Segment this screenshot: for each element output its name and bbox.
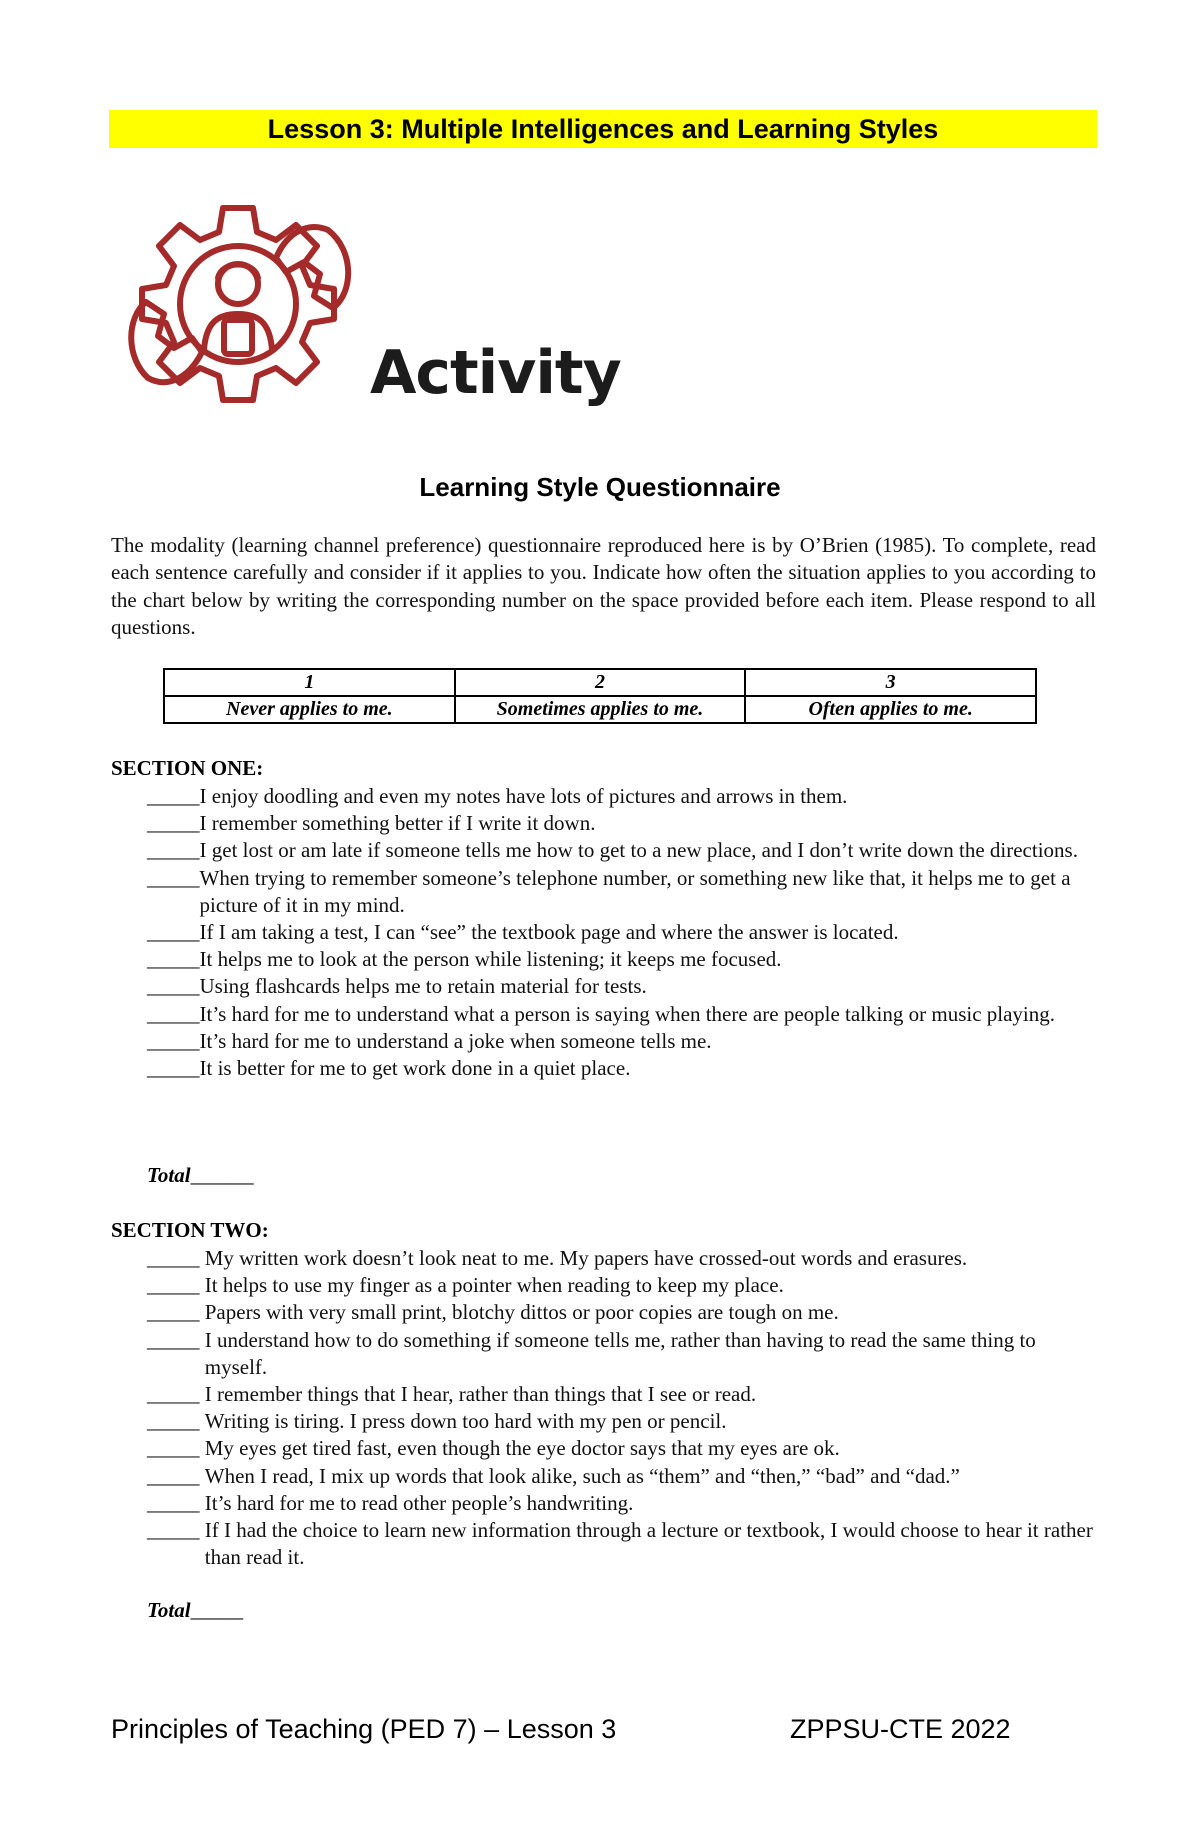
item-text: My eyes get tired fast, even though the eye doctor says that my eyes are ok. xyxy=(204,1436,840,1461)
list-item xyxy=(147,1028,1097,1055)
list-item xyxy=(147,1055,1097,1082)
list-item xyxy=(147,1435,1097,1462)
item-text: My written work doesn’t look neat to me. My papers have crossed-out words and erasures. xyxy=(204,1246,968,1270)
item-text: I enjoy doodling and even my notes have lots of pictures and arrows in them. xyxy=(199,784,848,808)
answer-blank[interactable]: _____ xyxy=(147,1273,205,1298)
item-text: When trying to remember someone’s telephone number, or something new like that, it helps me to get a picture of it in my mind. xyxy=(199,865,1071,917)
answer-blank[interactable]: _____ xyxy=(147,1300,205,1325)
item-text: It helps to use my finger as a pointer when reading to keep my place. xyxy=(204,1273,784,1298)
answer-blank[interactable]: _____ xyxy=(147,1436,205,1461)
total-label: Total xyxy=(147,1163,191,1187)
answer-blank[interactable]: _____ xyxy=(147,1409,205,1434)
scale-number: 3 xyxy=(745,669,1036,696)
answer-blank[interactable]: _____ xyxy=(147,1518,205,1543)
answer-blank[interactable]: _____ xyxy=(147,1382,205,1407)
answer-blank[interactable]: _____ xyxy=(147,1028,200,1053)
item-text: If I am taking a test, I can “see” the textbook page and where the answer is located. xyxy=(199,920,899,945)
item-text: Writing is tiring. I press down too hard with my pen or pencil. xyxy=(204,1409,727,1434)
list-item xyxy=(147,973,1097,1000)
rating-scale-table xyxy=(163,668,1037,724)
gear-with-person-icon xyxy=(118,200,358,440)
activity-label: Activity xyxy=(370,338,621,408)
lesson-title: Lesson 3: Multiple Intelligences and Learning Styles xyxy=(109,110,1097,148)
answer-blank[interactable]: _____ xyxy=(147,1246,205,1270)
section-two-total xyxy=(147,1598,243,1623)
section-two-list xyxy=(147,1245,1097,1571)
answer-blank[interactable]: _____ xyxy=(147,865,200,890)
answer-blank[interactable]: _____ xyxy=(147,838,200,863)
list-item xyxy=(147,1245,1097,1272)
list-item xyxy=(147,1381,1097,1408)
item-text: It’s hard for me to understand a joke when someone tells me. xyxy=(199,1028,712,1053)
scale-number: 2 xyxy=(455,669,746,696)
scale-label: Often applies to me. xyxy=(745,696,1036,723)
questionnaire-title: Learning Style Questionnaire xyxy=(419,472,781,502)
list-item xyxy=(147,865,1097,919)
section-two-title: SECTION TWO: xyxy=(111,1218,269,1242)
list-item xyxy=(147,919,1097,946)
answer-blank[interactable]: _____ xyxy=(147,947,200,972)
list-item xyxy=(147,1490,1097,1517)
answer-blank[interactable]: _____ xyxy=(147,784,200,808)
scale-label: Never applies to me. xyxy=(164,696,455,723)
scale-number: 1 xyxy=(164,669,455,696)
list-item xyxy=(147,1408,1097,1435)
section-one-title: SECTION ONE: xyxy=(111,756,264,780)
footer-course: Principles of Teaching (PED 7) – Lesson 3 xyxy=(111,1714,617,1744)
scale-number-row xyxy=(164,669,1036,696)
list-item xyxy=(147,1517,1097,1571)
answer-blank[interactable]: _____ xyxy=(147,1001,200,1026)
list-item xyxy=(147,1272,1097,1299)
answer-blank[interactable]: _____ xyxy=(147,1327,205,1352)
item-text: If I had the choice to learn new information through a lecture or textbook, I would choose to hear it rather than read it. xyxy=(204,1518,1093,1570)
scale-label: Sometimes applies to me. xyxy=(455,696,746,723)
item-text: It’s hard for me to understand what a person is saying when there are people talking or music playing. xyxy=(199,1001,1056,1026)
footer-institution: ZPPSU-CTE 2022 xyxy=(790,1714,1011,1744)
answer-blank[interactable]: _____ xyxy=(147,1463,205,1488)
item-text: Using flashcards helps me to retain material for tests. xyxy=(199,974,647,999)
answer-blank[interactable]: _____ xyxy=(147,1056,200,1081)
item-text: I remember things that I hear, rather than things that I see or read. xyxy=(204,1382,757,1407)
answer-blank[interactable]: _____ xyxy=(147,920,200,945)
item-text: I remember something better if I write it down. xyxy=(199,811,596,836)
total-label: Total xyxy=(147,1598,191,1622)
list-item xyxy=(147,837,1097,864)
section-one-total xyxy=(147,1163,254,1188)
total-blank[interactable]: _____ xyxy=(190,1598,244,1622)
item-text: It’s hard for me to read other people’s handwriting. xyxy=(204,1490,634,1515)
intro-paragraph: The modality (learning channel preference) questionnaire reproduced here is by O’Brien (1985). To complete, read each sentence carefully and consider if it applies to you. Indicate how often the situation applies to you according to the chart below by writing the corresponding number on the space provided before each item. Please respond to all questions. xyxy=(111,533,1096,639)
scale-label-row xyxy=(164,696,1036,723)
list-item xyxy=(147,1001,1097,1028)
list-item xyxy=(147,946,1097,973)
item-text: It is better for me to get work done in a quiet place. xyxy=(199,1056,631,1081)
item-text: I understand how to do something if someone tells me, rather than having to read the same thing to myself. xyxy=(204,1327,1036,1379)
total-blank[interactable]: ______ xyxy=(190,1163,254,1187)
answer-blank[interactable]: _____ xyxy=(147,811,200,836)
item-text: It helps me to look at the person while listening; it keeps me focused. xyxy=(199,947,782,972)
item-text: When I read, I mix up words that look alike, such as “them” and “then,” “bad” and “dad.” xyxy=(204,1463,960,1488)
list-item xyxy=(147,783,1097,810)
list-item xyxy=(147,810,1097,837)
section-one-list xyxy=(147,783,1097,1082)
list-item xyxy=(147,1463,1097,1490)
item-text: I get lost or am late if someone tells me how to get to a new place, and I don’t write down the directions. xyxy=(199,838,1078,863)
list-item xyxy=(147,1327,1097,1381)
item-text: Papers with very small print, blotchy dittos or poor copies are tough on me. xyxy=(204,1300,839,1325)
answer-blank[interactable]: _____ xyxy=(147,1490,205,1515)
answer-blank[interactable]: _____ xyxy=(147,974,200,999)
list-item xyxy=(147,1299,1097,1326)
